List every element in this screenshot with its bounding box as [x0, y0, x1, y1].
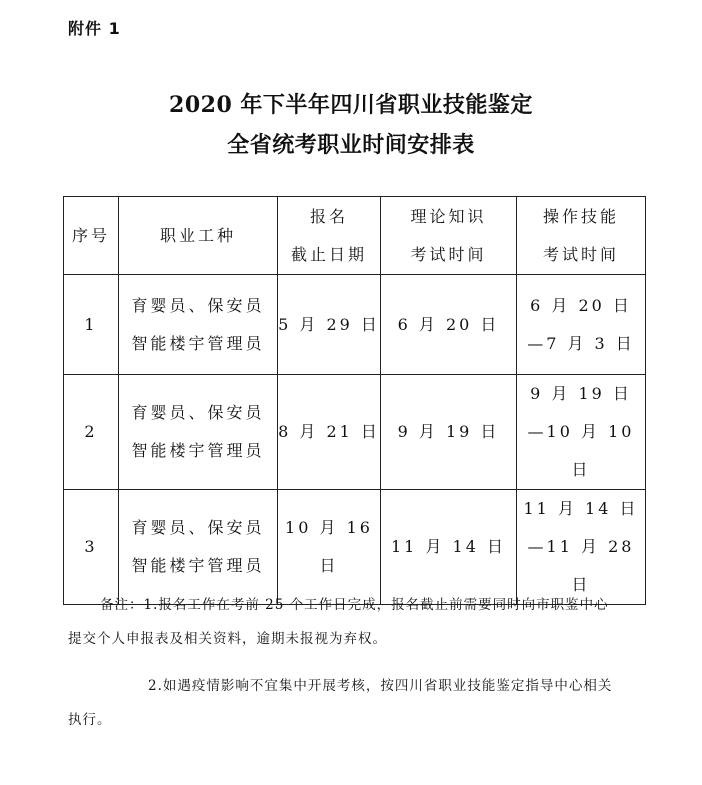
skill-line1: 9 月 19 日	[530, 384, 632, 403]
occupation-line1: 育婴员、保安员	[131, 295, 265, 315]
skill-line2: —7 月 3 日	[527, 333, 635, 353]
attachment-label: 附件 1	[68, 19, 121, 38]
occupation-line1: 育婴员、保安员	[131, 403, 265, 422]
table-row	[64, 275, 646, 375]
header-occupation: 职业工种	[119, 197, 278, 275]
cell-skill	[517, 490, 646, 605]
cell-seq: 2	[64, 375, 119, 490]
cell-skill	[517, 275, 646, 375]
header-theory-line2: 考试时间	[410, 244, 487, 264]
page-title-line1: 2020 年下半年四川省职业技能鉴定	[169, 92, 533, 118]
table-header-row	[64, 197, 646, 275]
skill-line2: —10 月 10 日	[527, 422, 635, 479]
header-skill-line2: 考试时间	[542, 244, 619, 264]
note-1-line2: 提交个人申报表及相关资料，逾期未报视为弃权。	[68, 631, 387, 647]
header-deadline-line2: 截止日期	[290, 244, 367, 264]
cell-seq: 3	[64, 490, 119, 605]
header-skill	[517, 197, 646, 275]
occupation-line2: 智能楼宇管理员	[131, 556, 265, 575]
cell-theory: 9 月 19 日	[381, 375, 517, 490]
cell-deadline: 5 月 29 日	[278, 275, 381, 375]
note-2-line1: 2.如遇疫情影响不宜集中开展考核，按四川省职业技能鉴定指导中心相关	[148, 678, 613, 694]
table-row	[64, 490, 646, 605]
header-theory-line1: 理论知识	[410, 206, 487, 226]
cell-deadline: 10 月 16 日	[278, 490, 381, 605]
header-seq: 序号	[64, 197, 119, 275]
header-deadline-line1: 报名	[309, 206, 348, 226]
occupation-line1: 育婴员、保安员	[131, 518, 265, 537]
occupation-line2: 智能楼宇管理员	[131, 333, 265, 353]
cell-occupation	[119, 275, 278, 375]
cell-theory: 6 月 20 日	[381, 275, 517, 375]
skill-line1: 11 月 14 日	[523, 499, 639, 518]
skill-line2: —11 月 28 日	[527, 537, 635, 594]
header-skill-line1: 操作技能	[542, 206, 619, 226]
cell-occupation	[119, 375, 278, 490]
cell-seq: 1	[64, 275, 119, 375]
cell-skill	[517, 375, 646, 490]
cell-occupation	[119, 490, 278, 605]
header-theory	[381, 197, 517, 275]
header-deadline	[278, 197, 381, 275]
skill-line1: 6 月 20 日	[530, 295, 632, 315]
note-2-line2: 执行。	[68, 712, 112, 728]
cell-theory: 11 月 14 日	[381, 490, 517, 605]
table-row	[64, 375, 646, 490]
schedule-table	[63, 196, 646, 605]
cell-deadline: 8 月 21 日	[278, 375, 381, 490]
note-1-line1: 备注：1.报名工作在考前 25 个工作日完成，报名截止前需要同时向市职鉴中心	[100, 597, 609, 613]
occupation-line2: 智能楼宇管理员	[131, 441, 265, 460]
page-title-line2: 全省统考职业时间安排表	[227, 132, 475, 158]
